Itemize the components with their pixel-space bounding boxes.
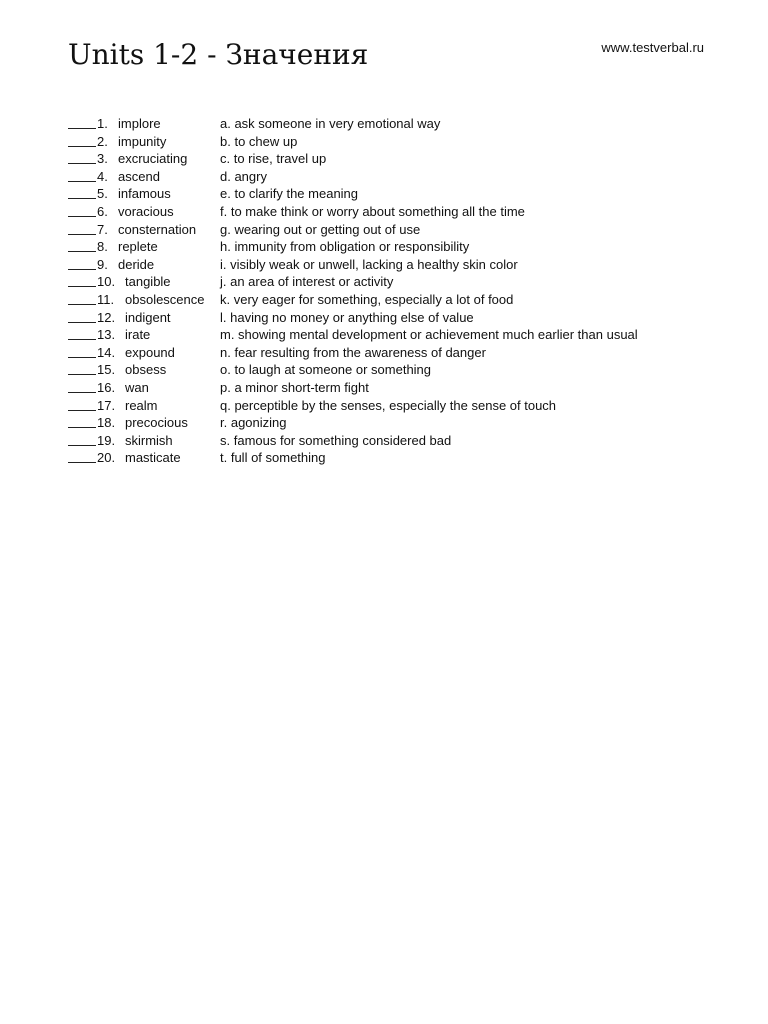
answer-blank[interactable] [68, 115, 96, 129]
definition-text: m. showing mental development or achievement much earlier than usual [220, 327, 638, 343]
item-number: 2. [97, 133, 108, 149]
item-number: 15. [97, 362, 116, 378]
item-number: 6. [97, 203, 108, 219]
definition-text: d. angry [220, 168, 267, 184]
list-item [68, 150, 728, 168]
item-number: 3. [97, 151, 108, 167]
definition-text: p. a minor short-term fight [220, 379, 369, 395]
list-item [68, 309, 728, 327]
item-number: 14. [97, 344, 116, 360]
item-number: 4. [97, 168, 108, 184]
vocabulary-word: irate [125, 327, 151, 343]
list-item [68, 449, 728, 467]
answer-blank[interactable] [68, 238, 96, 252]
item-number: 11. [97, 291, 115, 307]
answer-blank[interactable] [68, 361, 96, 375]
answer-blank[interactable] [68, 133, 96, 147]
list-item [68, 397, 728, 415]
list-item [68, 185, 728, 203]
vocabulary-word: masticate [125, 450, 181, 466]
answer-blank[interactable] [68, 326, 96, 340]
answer-blank[interactable] [68, 273, 96, 287]
vocabulary-word: consternation [118, 221, 197, 237]
vocabulary-word: expound [125, 344, 175, 360]
item-number: 13. [97, 327, 116, 343]
answer-blank[interactable] [68, 414, 96, 428]
list-item [68, 256, 728, 274]
definition-text: e. to clarify the meaning [220, 186, 359, 202]
list-item [68, 291, 728, 309]
vocabulary-word: voracious [118, 203, 174, 219]
answer-blank[interactable] [68, 150, 96, 164]
answer-blank[interactable] [68, 203, 96, 217]
item-number: 10. [97, 274, 116, 290]
definition-text: f. to make think or worry about something all the time [220, 203, 525, 219]
answer-blank[interactable] [68, 291, 96, 305]
answer-blank[interactable] [68, 432, 96, 446]
item-number: 16. [97, 379, 116, 395]
vocabulary-word: indigent [125, 309, 171, 325]
answer-blank[interactable] [68, 185, 96, 199]
vocabulary-word: infamous [118, 186, 171, 202]
answer-blank[interactable] [68, 397, 96, 411]
vocabulary-word: replete [118, 239, 158, 255]
vocabulary-word: deride [118, 256, 155, 272]
definition-text: b. to chew up [220, 133, 298, 149]
list-item [68, 115, 728, 133]
vocabulary-word: realm [125, 397, 158, 413]
item-number: 19. [97, 432, 116, 448]
list-item [68, 203, 728, 221]
answer-blank[interactable] [68, 344, 96, 358]
item-number: 17. [97, 397, 116, 413]
vocabulary-word: tangible [125, 274, 171, 290]
item-number: 18. [97, 415, 116, 431]
list-item [68, 432, 728, 450]
item-number: 5. [97, 186, 108, 202]
list-item [68, 168, 728, 186]
answer-blank[interactable] [68, 449, 96, 463]
item-number: 8. [97, 239, 108, 255]
answer-blank[interactable] [68, 309, 96, 323]
vocabulary-word: skirmish [125, 432, 173, 448]
vocabulary-word: precocious [125, 415, 188, 431]
vocabulary-word: obsolescence [125, 291, 205, 307]
item-number: 20. [97, 450, 116, 466]
definition-text: c. to rise, travel up [220, 151, 327, 167]
list-item [68, 379, 728, 397]
definition-text: j. an area of interest or activity [220, 274, 394, 290]
vocabulary-word: excruciating [118, 151, 188, 167]
list-item [68, 344, 728, 362]
list-item [68, 414, 728, 432]
definition-text: a. ask someone in very emotional way [220, 116, 441, 131]
vocabulary-word: obsess [125, 362, 167, 378]
list-item [68, 326, 728, 344]
answer-blank[interactable] [68, 379, 96, 393]
site-url: www.testverbal.ru [601, 40, 704, 55]
definition-text: k. very eager for something, especially a lot of food [220, 291, 514, 307]
item-number: 12. [97, 309, 116, 325]
list-item [68, 361, 728, 379]
definition-text: n. fear resulting from the awareness of danger [220, 344, 486, 360]
definition-text: s. famous for something considered bad [220, 432, 452, 448]
answer-blank[interactable] [68, 168, 96, 182]
definition-text: q. perceptible by the senses, especially the sense of touch [220, 397, 557, 413]
definition-text: g. wearing out or getting out of use [220, 221, 421, 237]
answer-blank[interactable] [68, 256, 96, 270]
definition-text: r. agonizing [220, 415, 287, 431]
page-title: Units 1-2 - Значения [68, 38, 369, 71]
vocabulary-word: implore [118, 116, 161, 131]
matching-list [68, 115, 728, 467]
definition-text: h. immunity from obligation or responsibility [220, 239, 470, 255]
list-item [68, 273, 728, 291]
definition-text: i. visibly weak or unwell, lacking a healthy skin color [220, 256, 518, 272]
definition-text: l. having no money or anything else of value [220, 309, 474, 325]
item-number: 9. [97, 256, 108, 272]
list-item [68, 221, 728, 239]
answer-blank[interactable] [68, 221, 96, 235]
vocabulary-word: wan [125, 379, 149, 395]
list-item [68, 238, 728, 256]
item-number: 1. [97, 116, 108, 131]
item-number: 7. [97, 221, 108, 237]
definition-text: o. to laugh at someone or something [220, 362, 432, 378]
vocabulary-word: ascend [118, 168, 160, 184]
vocabulary-word: impunity [118, 133, 167, 149]
definition-text: t. full of something [220, 450, 326, 466]
list-item [68, 133, 728, 151]
